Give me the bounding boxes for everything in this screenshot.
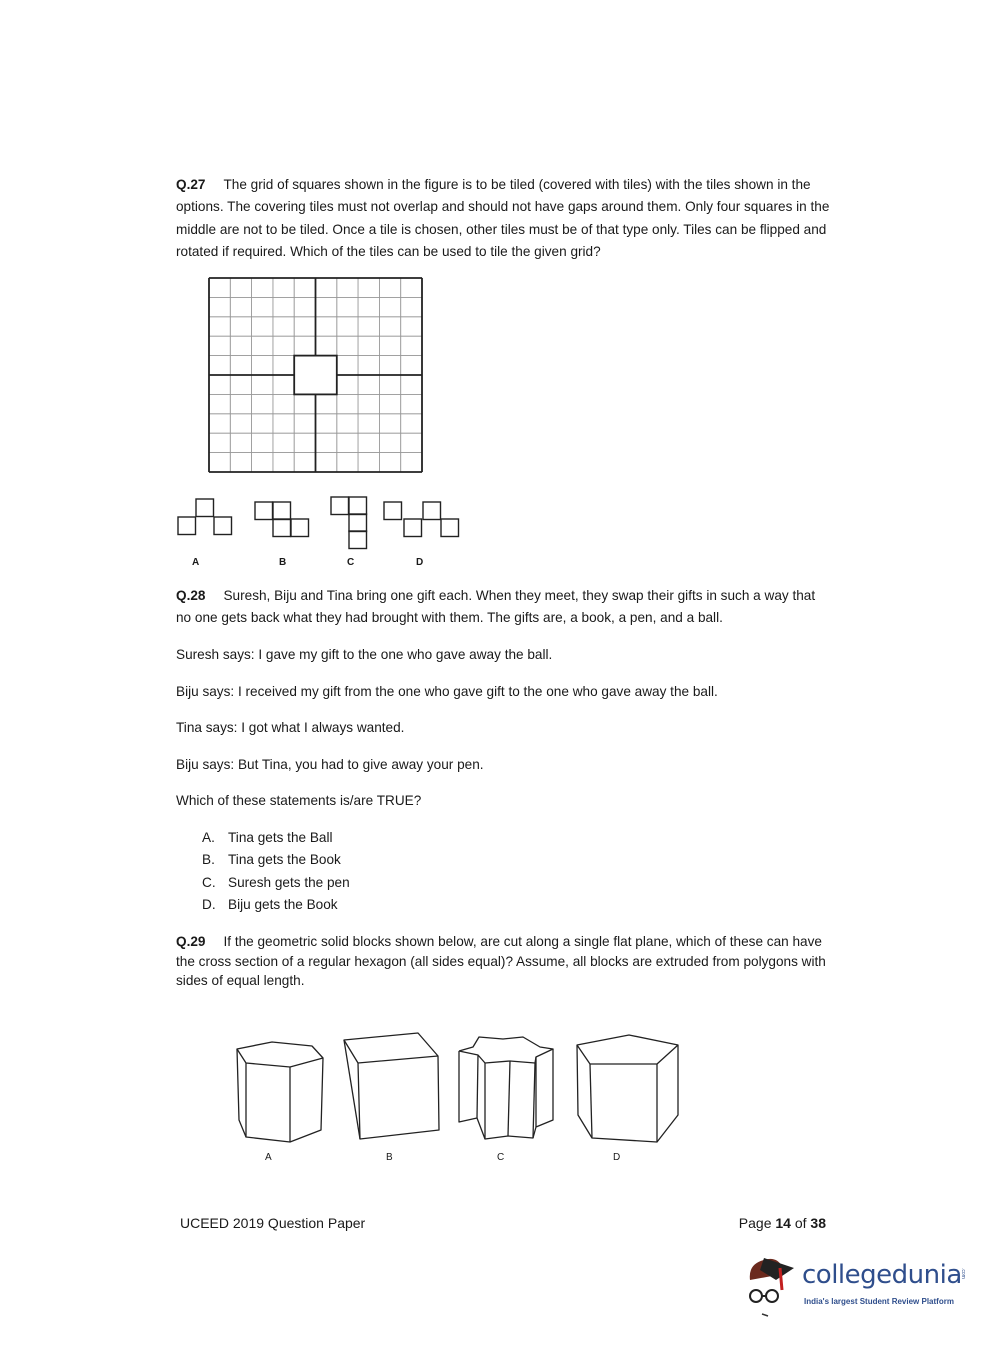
grid-cell [230, 356, 251, 375]
grid-cell [379, 414, 400, 433]
tile-b-square [273, 502, 291, 520]
grid-cell [252, 278, 273, 297]
grid-cell [209, 297, 230, 316]
tile-c-square [349, 531, 367, 549]
q28-number: Q.28 [176, 588, 206, 603]
q28-prompt: Which of these statements is/are TRUE? [176, 793, 422, 808]
grid-cell [252, 453, 273, 472]
grid-cell [273, 297, 294, 316]
grid-cell [252, 336, 273, 355]
grid-cell [273, 278, 294, 297]
grid-cell [379, 375, 400, 394]
grid-cell [379, 297, 400, 316]
tile-b-square [291, 519, 309, 537]
grid-cell [379, 278, 400, 297]
collegedunia-logo: collegedunia .com India's largest Student Review Platform [742, 1250, 972, 1320]
q28-body: Suresh, Biju and Tina bring one gift each. When they meet, they swap their gifts in such a way that no one gets back what they had brought with them. The gifts are, a book, a pen, and a ball. [176, 588, 816, 626]
grid-cell [230, 317, 251, 336]
grid-cell [379, 336, 400, 355]
tile-c-square [349, 514, 367, 532]
tiling-grid-figure [209, 278, 422, 472]
grid-cell [230, 278, 251, 297]
grid-cell [358, 433, 379, 452]
solid-label-d: D [613, 1152, 621, 1163]
grid-cell [273, 414, 294, 433]
grid-cell [337, 394, 358, 413]
statement-2: Biju says: I received my gift from the one who gave gift to the one who gave away the ball. [176, 684, 718, 699]
grid-cell [209, 414, 230, 433]
solid-a-edge [237, 1049, 246, 1137]
mascot-icon [742, 1250, 802, 1320]
grid-cell [379, 394, 400, 413]
grid-cell [230, 453, 251, 472]
statement-1: Suresh says: I gave my gift to the one who gave away the ball. [176, 647, 553, 662]
grid-cell [358, 414, 379, 433]
grid-cell [209, 433, 230, 452]
grid-cell [358, 375, 379, 394]
solid-c-edge [477, 1055, 478, 1118]
grid-cell [358, 336, 379, 355]
solid-c-star-prism [459, 1037, 553, 1063]
grid-cell [294, 278, 315, 297]
grid-cell [337, 317, 358, 336]
grid-cell [273, 356, 294, 375]
grid-cell [337, 336, 358, 355]
tile-b-square [255, 502, 273, 520]
tile-a-square [214, 517, 232, 535]
solid-c-edge [533, 1063, 535, 1138]
tile-options-figure [178, 497, 459, 549]
grid-cell [316, 336, 337, 355]
grid-cell [337, 375, 358, 394]
grid-cell [294, 453, 315, 472]
tile-d-square [384, 502, 402, 520]
grid-cell [358, 453, 379, 472]
grid-cell [252, 433, 273, 452]
q29-text [176, 932, 831, 991]
page-number: Page 14 of 38 [738, 1215, 826, 1231]
q29-number: Q.29 [176, 934, 206, 949]
grid-cell [230, 336, 251, 355]
grid-cell [294, 394, 315, 413]
tile-a-square [178, 517, 196, 535]
grid-cell [294, 433, 315, 452]
grid-cell [316, 433, 337, 452]
tile-b-square [273, 519, 291, 537]
solid-blocks-figure [237, 1033, 678, 1142]
grid-cell [358, 356, 379, 375]
grid-cell [209, 356, 230, 375]
tile-c-square [331, 497, 349, 515]
q28-text [176, 585, 831, 630]
tile-d-square [441, 519, 459, 537]
grid-cell [230, 297, 251, 316]
solid-c-outline [459, 1049, 553, 1139]
untiled-center [294, 356, 337, 395]
grid-cell [230, 414, 251, 433]
solid-a-hexagonal-prism [237, 1042, 323, 1142]
grid-cell [401, 297, 422, 316]
grid-cell [401, 394, 422, 413]
option-b: B. Tina gets the Book [202, 852, 341, 867]
grid-cell [401, 356, 422, 375]
solid-label-c: C [497, 1152, 505, 1163]
grid-cell [294, 317, 315, 336]
grid-cell [316, 453, 337, 472]
grid-cell [252, 317, 273, 336]
grid-cell [273, 317, 294, 336]
grid-cell [337, 433, 358, 452]
statement-3: Tina says: I got what I always wanted. [176, 720, 405, 735]
solid-d-edge [590, 1064, 592, 1138]
grid-cell [252, 297, 273, 316]
grid-cell [316, 278, 337, 297]
option-a: A. Tina gets the Ball [202, 830, 333, 845]
tile-c-square [349, 497, 367, 515]
grid-cell [230, 394, 251, 413]
grid-cell [358, 278, 379, 297]
solid-b-cuboid [344, 1033, 439, 1139]
grid-cell [337, 453, 358, 472]
grid-cell [401, 375, 422, 394]
grid-cell [316, 317, 337, 336]
grid-cell [401, 336, 422, 355]
grid-cell [230, 375, 251, 394]
grid-cell [337, 278, 358, 297]
solid-label-b: B [386, 1152, 393, 1163]
grid-cell [358, 394, 379, 413]
grid-cell [273, 336, 294, 355]
grid-cell [316, 414, 337, 433]
grid-cell [252, 394, 273, 413]
grid-cell [294, 414, 315, 433]
grid-cell [337, 297, 358, 316]
grid-cell [294, 336, 315, 355]
grid-cell [273, 394, 294, 413]
grid-cell [401, 278, 422, 297]
q29-body: If the geometric solid blocks shown below, are cut along a single flat plane, which of these can have the cross section of a regular hexagon (all sides equal)? Assume, all blocks are extruded from polygons with sides of equal length. [176, 934, 826, 989]
grid-cell [273, 433, 294, 452]
grid-cell [230, 433, 251, 452]
grid-cell [401, 433, 422, 452]
grid-cell [209, 375, 230, 394]
grid-cell [401, 317, 422, 336]
grid-cell [337, 414, 358, 433]
grid-cell [379, 433, 400, 452]
grid-cell [401, 453, 422, 472]
grid-cell [252, 375, 273, 394]
grid-cell [252, 356, 273, 375]
tile-a-square [196, 499, 214, 517]
grid-cell [209, 278, 230, 297]
grid-cell [379, 317, 400, 336]
tile-label-d: D [416, 557, 424, 568]
option-c: C. Suresh gets the pen [202, 875, 350, 890]
grid-cell [379, 453, 400, 472]
q27-body: The grid of squares shown in the figure is to be tiled (covered with tiles) with the tiles shown in the options. The covering tiles must not overlap and should not have gaps around them. Only four squares in the middle are not to be tiled. Once a tile is chosen, other tiles must be of that type only. Tiles can be flipped and rotated if required. Which of the tiles can be used to tile the given grid? [176, 177, 830, 259]
tile-d-square [423, 502, 441, 520]
statement-4: Biju says: But Tina, you had to give away your pen. [176, 757, 484, 772]
grid-cell [209, 394, 230, 413]
grid-cell [358, 317, 379, 336]
grid-cell [209, 453, 230, 472]
tile-label-a: A [192, 557, 200, 568]
solid-b-edge [344, 1040, 360, 1139]
grid-cell [316, 297, 337, 316]
grid-cell [273, 453, 294, 472]
grid-cell [252, 414, 273, 433]
grid-cell [337, 356, 358, 375]
grid-cell [209, 317, 230, 336]
option-d: D. Biju gets the Book [202, 897, 338, 912]
tile-label-b: B [279, 557, 287, 568]
footer-title: UCEED 2019 Question Paper [180, 1215, 366, 1231]
tile-label-c: C [347, 557, 355, 568]
solid-c-edge [508, 1061, 510, 1136]
grid-cell [294, 297, 315, 316]
q27-number: Q.27 [176, 177, 206, 192]
grid-cell [358, 297, 379, 316]
grid-cell [379, 356, 400, 375]
solid-label-a: A [265, 1152, 272, 1163]
grid-cell [316, 394, 337, 413]
tile-d-square [404, 519, 422, 537]
grid-cell [401, 414, 422, 433]
grid-cell [209, 336, 230, 355]
grid-cell [273, 375, 294, 394]
